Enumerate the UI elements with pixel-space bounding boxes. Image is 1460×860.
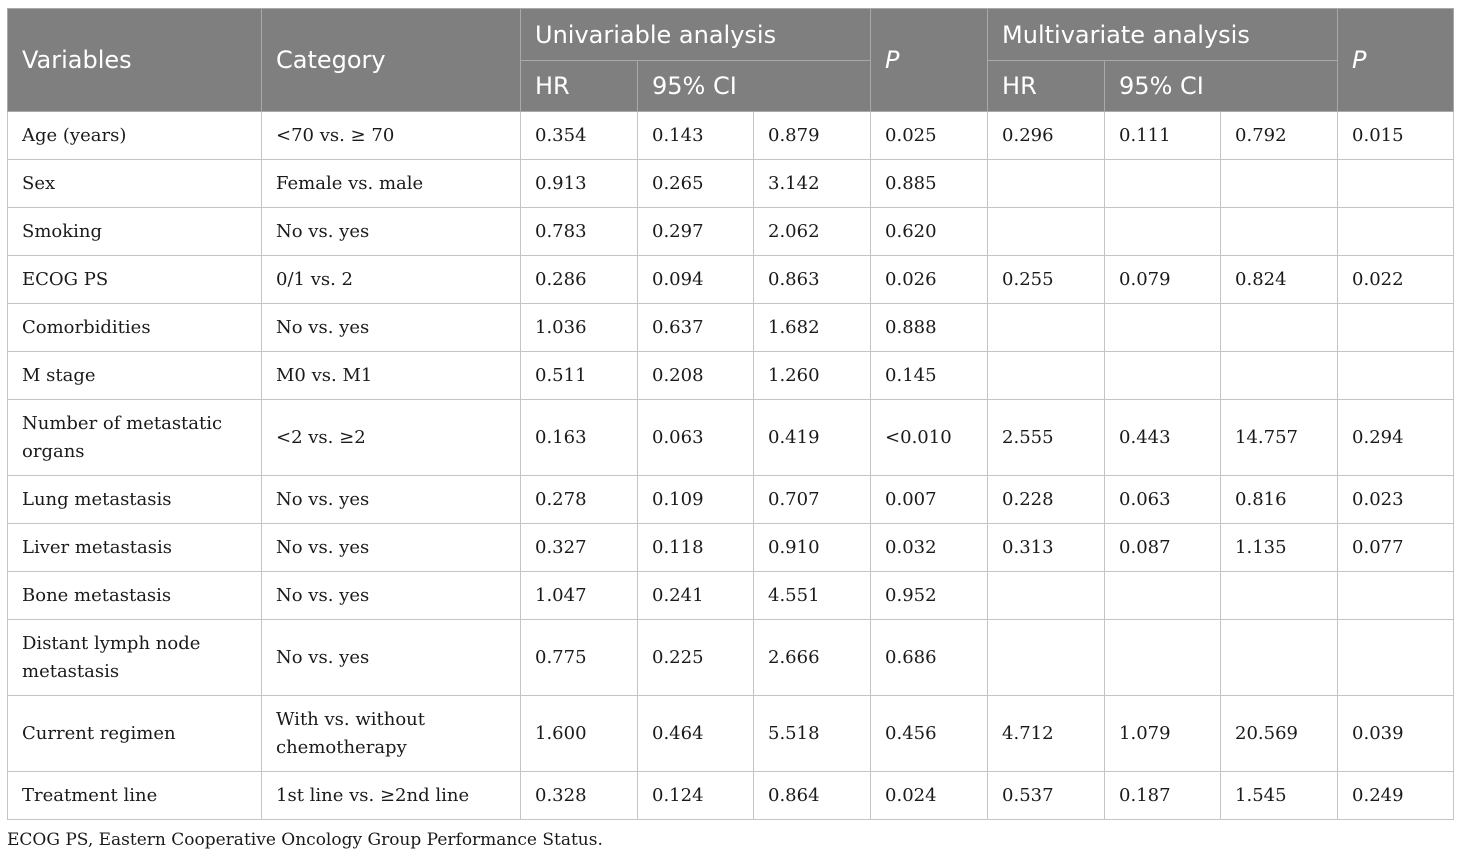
univariable-p-cell: 0.026 [871, 256, 988, 304]
category-cell: With vs. without chemotherapy [262, 696, 521, 772]
univariable-ci-low-cell: 0.063 [638, 400, 754, 476]
univariable-hr-cell: 1.600 [521, 696, 638, 772]
category-cell: No vs. yes [262, 476, 521, 524]
univariable-hr-cell: 0.511 [521, 352, 638, 400]
multivariate-hr-cell [988, 304, 1105, 352]
multivariate-hr-cell: 4.712 [988, 696, 1105, 772]
multivariate-ci-low-cell [1105, 572, 1221, 620]
category-cell: No vs. yes [262, 620, 521, 696]
univariable-p-cell: 0.952 [871, 572, 988, 620]
multivariate-ci-low-cell: 0.063 [1105, 476, 1221, 524]
multivariate-hr-cell [988, 208, 1105, 256]
table-row [8, 476, 1454, 524]
category-cell: M0 vs. M1 [262, 352, 521, 400]
univariable-p-cell: 0.885 [871, 160, 988, 208]
multivariate-ci-low-cell [1105, 620, 1221, 696]
multivariate-p-cell: 0.022 [1338, 256, 1454, 304]
multivariate-p-cell [1338, 208, 1454, 256]
table-row [8, 160, 1454, 208]
univariable-hr-cell: 0.354 [521, 112, 638, 160]
category-cell: No vs. yes [262, 208, 521, 256]
multivariate-p-cell [1338, 304, 1454, 352]
multivariate-ci-high-cell: 20.569 [1221, 696, 1338, 772]
header-variables: Variables [8, 9, 262, 112]
multivariate-ci-high-cell [1221, 304, 1338, 352]
univariable-ci-high-cell: 0.910 [754, 524, 871, 572]
category-cell: 0/1 vs. 2 [262, 256, 521, 304]
variable-cell: Liver metastasis [8, 524, 262, 572]
multivariate-ci-low-cell: 0.111 [1105, 112, 1221, 160]
header-univariable-ci: 95% CI [638, 61, 871, 112]
multivariate-p-cell: 0.249 [1338, 772, 1454, 820]
univariable-ci-high-cell: 1.260 [754, 352, 871, 400]
multivariate-ci-high-cell [1221, 620, 1338, 696]
univariable-hr-cell: 0.163 [521, 400, 638, 476]
header-univariable-p: P [871, 9, 988, 112]
table-row [8, 696, 1454, 772]
univariable-ci-low-cell: 0.118 [638, 524, 754, 572]
multivariate-ci-low-cell [1105, 208, 1221, 256]
category-cell: <2 vs. ≥2 [262, 400, 521, 476]
table-footnote: ECOG PS, Eastern Cooperative Oncology Group Performance Status. [7, 830, 603, 850]
category-cell: Female vs. male [262, 160, 521, 208]
univariable-p-cell: 0.620 [871, 208, 988, 256]
multivariate-ci-high-cell: 14.757 [1221, 400, 1338, 476]
multivariate-ci-high-cell: 1.545 [1221, 772, 1338, 820]
variable-cell: Smoking [8, 208, 262, 256]
multivariate-ci-low-cell [1105, 304, 1221, 352]
univariable-hr-cell: 0.913 [521, 160, 638, 208]
multivariate-ci-high-cell [1221, 572, 1338, 620]
variable-cell: ECOG PS [8, 256, 262, 304]
variable-cell: M stage [8, 352, 262, 400]
univariable-ci-low-cell: 0.109 [638, 476, 754, 524]
multivariate-hr-cell [988, 352, 1105, 400]
univariable-hr-cell: 0.327 [521, 524, 638, 572]
table-row [8, 112, 1454, 160]
regression-table [7, 8, 1454, 820]
univariable-hr-cell: 0.775 [521, 620, 638, 696]
table-row [8, 572, 1454, 620]
variable-cell: Sex [8, 160, 262, 208]
univariable-p-cell: 0.007 [871, 476, 988, 524]
table-row [8, 400, 1454, 476]
variable-cell: Lung metastasis [8, 476, 262, 524]
table-row [8, 620, 1454, 696]
multivariate-hr-cell [988, 572, 1105, 620]
multivariate-ci-high-cell [1221, 160, 1338, 208]
table-header [8, 9, 1454, 112]
header-univariable-analysis: Univariable analysis [521, 9, 871, 61]
multivariate-ci-low-cell: 0.443 [1105, 400, 1221, 476]
univariable-p-cell: 0.456 [871, 696, 988, 772]
multivariate-p-cell: 0.077 [1338, 524, 1454, 572]
univariable-p-cell: 0.145 [871, 352, 988, 400]
univariable-hr-cell: 1.047 [521, 572, 638, 620]
univariable-hr-cell: 0.328 [521, 772, 638, 820]
univariable-ci-high-cell: 1.682 [754, 304, 871, 352]
multivariate-p-cell [1338, 620, 1454, 696]
multivariate-hr-cell: 0.296 [988, 112, 1105, 160]
univariable-p-cell: 0.032 [871, 524, 988, 572]
multivariate-hr-cell: 2.555 [988, 400, 1105, 476]
header-multivariate-hr: HR [988, 61, 1105, 112]
multivariate-hr-cell: 0.313 [988, 524, 1105, 572]
univariable-hr-cell: 1.036 [521, 304, 638, 352]
multivariate-hr-cell: 0.255 [988, 256, 1105, 304]
category-cell: 1st line vs. ≥2nd line [262, 772, 521, 820]
multivariate-p-cell [1338, 160, 1454, 208]
multivariate-ci-low-cell: 1.079 [1105, 696, 1221, 772]
multivariate-p-cell: 0.023 [1338, 476, 1454, 524]
variable-cell: Bone metastasis [8, 572, 262, 620]
univariable-ci-high-cell: 3.142 [754, 160, 871, 208]
multivariate-ci-low-cell [1105, 352, 1221, 400]
multivariate-p-cell [1338, 572, 1454, 620]
univariable-hr-cell: 0.278 [521, 476, 638, 524]
variable-cell: Current regimen [8, 696, 262, 772]
univariable-p-cell: 0.686 [871, 620, 988, 696]
univariable-ci-low-cell: 0.143 [638, 112, 754, 160]
table-row [8, 524, 1454, 572]
univariable-p-cell: 0.025 [871, 112, 988, 160]
header-multivariate-analysis: Multivariate analysis [988, 9, 1338, 61]
univariable-p-cell: <0.010 [871, 400, 988, 476]
univariable-ci-high-cell: 4.551 [754, 572, 871, 620]
univariable-p-cell: 0.024 [871, 772, 988, 820]
multivariate-ci-high-cell [1221, 208, 1338, 256]
table-row [8, 304, 1454, 352]
univariable-hr-cell: 0.783 [521, 208, 638, 256]
univariable-ci-low-cell: 0.637 [638, 304, 754, 352]
category-cell: No vs. yes [262, 304, 521, 352]
variable-cell: Distant lymph node metastasis [8, 620, 262, 696]
table-row [8, 352, 1454, 400]
multivariate-hr-cell [988, 620, 1105, 696]
table-body [8, 112, 1454, 820]
univariable-ci-low-cell: 0.208 [638, 352, 754, 400]
multivariate-p-cell: 0.015 [1338, 112, 1454, 160]
multivariate-hr-cell: 0.228 [988, 476, 1105, 524]
univariable-ci-low-cell: 0.124 [638, 772, 754, 820]
multivariate-ci-high-cell: 0.824 [1221, 256, 1338, 304]
header-category: Category [262, 9, 521, 112]
multivariate-ci-low-cell [1105, 160, 1221, 208]
univariable-ci-high-cell: 0.419 [754, 400, 871, 476]
univariable-ci-high-cell: 0.879 [754, 112, 871, 160]
variable-cell: Number of metastatic organs [8, 400, 262, 476]
header-multivariate-ci: 95% CI [1105, 61, 1338, 112]
univariable-p-cell: 0.888 [871, 304, 988, 352]
multivariate-hr-cell: 0.537 [988, 772, 1105, 820]
multivariate-p-cell: 0.039 [1338, 696, 1454, 772]
univariable-ci-low-cell: 0.241 [638, 572, 754, 620]
multivariate-ci-high-cell [1221, 352, 1338, 400]
univariable-ci-high-cell: 2.666 [754, 620, 871, 696]
table-row [8, 256, 1454, 304]
multivariate-ci-low-cell: 0.187 [1105, 772, 1221, 820]
univariable-ci-high-cell: 2.062 [754, 208, 871, 256]
results-table-container [7, 8, 1453, 820]
multivariate-ci-low-cell: 0.087 [1105, 524, 1221, 572]
univariable-ci-high-cell: 0.863 [754, 256, 871, 304]
header-multivariate-p: P [1338, 9, 1454, 112]
header-univariable-hr: HR [521, 61, 638, 112]
multivariate-ci-low-cell: 0.079 [1105, 256, 1221, 304]
header-row-1 [8, 9, 1454, 61]
multivariate-p-cell [1338, 352, 1454, 400]
table-row [8, 772, 1454, 820]
multivariate-ci-high-cell: 0.816 [1221, 476, 1338, 524]
multivariate-hr-cell [988, 160, 1105, 208]
category-cell: <70 vs. ≥ 70 [262, 112, 521, 160]
category-cell: No vs. yes [262, 524, 521, 572]
multivariate-ci-high-cell: 0.792 [1221, 112, 1338, 160]
multivariate-p-cell: 0.294 [1338, 400, 1454, 476]
univariable-ci-low-cell: 0.094 [638, 256, 754, 304]
table-row [8, 208, 1454, 256]
variable-cell: Treatment line [8, 772, 262, 820]
univariable-ci-high-cell: 5.518 [754, 696, 871, 772]
multivariate-ci-high-cell: 1.135 [1221, 524, 1338, 572]
variable-cell: Comorbidities [8, 304, 262, 352]
univariable-ci-high-cell: 0.864 [754, 772, 871, 820]
univariable-ci-low-cell: 0.297 [638, 208, 754, 256]
univariable-ci-low-cell: 0.464 [638, 696, 754, 772]
univariable-ci-high-cell: 0.707 [754, 476, 871, 524]
univariable-ci-low-cell: 0.265 [638, 160, 754, 208]
univariable-hr-cell: 0.286 [521, 256, 638, 304]
univariable-ci-low-cell: 0.225 [638, 620, 754, 696]
variable-cell: Age (years) [8, 112, 262, 160]
category-cell: No vs. yes [262, 572, 521, 620]
